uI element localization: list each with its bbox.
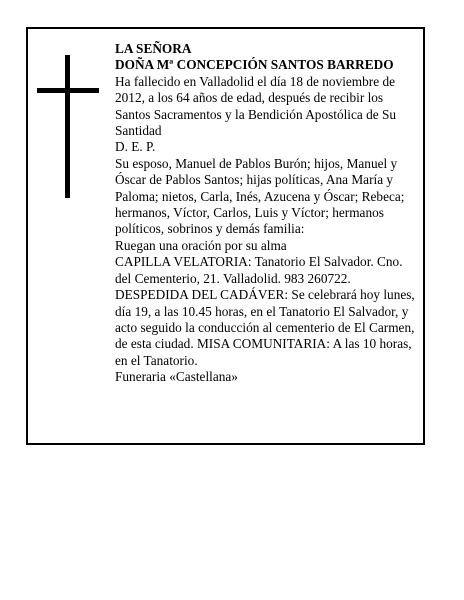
notice-heading: LA SEÑORA — [115, 41, 192, 56]
deceased-name: DOÑA Mª CONCEPCIÓN SANTOS BARREDO — [115, 57, 394, 73]
family-paragraph: Su esposo, Manuel de Pablos Burón; hijos, Manuel y Óscar de Pablos Santos; hijas políticas, Ana María y Paloma; nietos, Carla, Inés, Azucena y Óscar; Rebeca; hermanos, Víctor, Carlos, Luis y Víctor; hermanos políticos, sobrinos y demás familia: — [115, 155, 405, 237]
cross-vertical-bar — [65, 55, 70, 198]
farewell-paragraph: DESPEDIDA DEL CADÁVER: Se celebrará hoy lunes, día 19, a las 10.45 horas, en el Tanatorio El Salvador, y acto seguido la conducción al cementerio de El Carmen, de esta ciudad. MISA COMUNITARIA: A las 10 horas, en el Tanatorio. — [115, 287, 415, 368]
cross-horizontal-bar — [37, 88, 99, 93]
latin-cross-icon — [37, 55, 99, 198]
chapel-paragraph: CAPILLA VELATORIA: Tanatorio El Salvador. Cno. del Cementerio, 21. Valladolid. 983 260722. — [115, 254, 403, 286]
obituary-text — [115, 41, 420, 386]
dep-line: D. E. P. — [115, 139, 156, 155]
obituary-notice — [26, 27, 425, 445]
death-paragraph: Ha fallecido en Valladolid el día 18 de noviembre de 2012, a los 64 años de edad, después de recibir los Santos Sacramentos y la Bendición Apostólica de Su Santidad — [115, 73, 397, 139]
funeral-home: Funeraria «Castellana» — [115, 369, 238, 385]
prayer-request: Ruegan una oración por su alma — [115, 237, 287, 253]
